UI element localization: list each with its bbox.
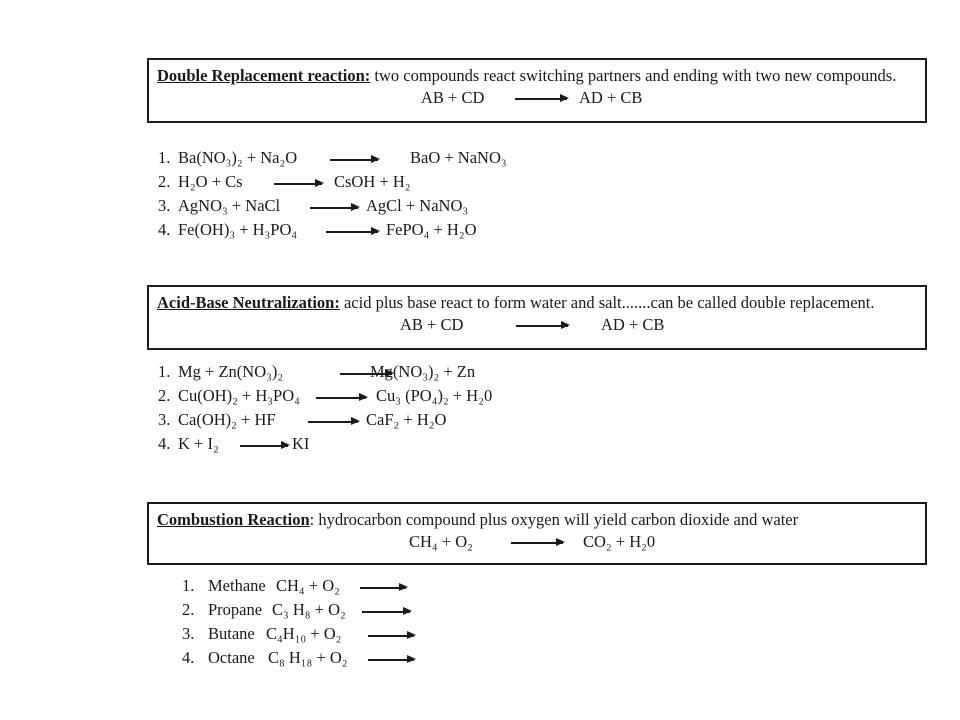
reaction-reactants: Mg + Zn(NO₃)₂ — [178, 362, 284, 381]
reaction-arrow — [308, 421, 358, 423]
combustion-term: Combustion Reaction — [157, 510, 310, 529]
reaction-arrow — [326, 231, 378, 233]
reaction-arrow — [310, 207, 358, 209]
reaction-number: 1. — [158, 362, 171, 381]
general-products: AD + CB — [579, 88, 643, 107]
hydrocarbon-name: Methane — [208, 576, 266, 595]
reaction-arrow — [330, 159, 378, 161]
hydrocarbon-name: Octane — [208, 648, 255, 667]
reaction-number: 1. — [158, 148, 171, 167]
reaction-number: 3. — [158, 410, 171, 429]
reaction-reactants: C₈ H₁₈ + O₂ — [268, 648, 348, 667]
reaction-products: KI — [292, 434, 310, 453]
reaction-arrow — [516, 325, 568, 327]
reaction-reactants: Fe(OH)₃ + H₃PO₄ — [178, 220, 298, 239]
reaction-reactants: AgNO₃ + NaCl — [178, 196, 281, 215]
reaction-products: BaO + NaNO₃ — [410, 148, 507, 167]
reaction-arrow — [511, 542, 563, 544]
reaction-number: 1. — [182, 576, 195, 595]
reaction-products: Mg(NO₃)₂ + Zn — [370, 362, 476, 381]
reaction-arrow — [360, 587, 406, 589]
hydrocarbon-name: Propane — [208, 600, 263, 619]
acid-base-general — [149, 315, 925, 337]
reaction-reactants: H₂O + Cs — [178, 172, 243, 191]
general-reactants: AB + CD — [400, 315, 464, 334]
reaction-number: 3. — [182, 624, 195, 643]
combustion-box — [147, 502, 927, 565]
acid-base-box — [147, 285, 927, 350]
reaction-number: 2. — [182, 600, 195, 619]
reaction-products: CsOH + H₂ — [334, 172, 411, 191]
reaction-number: 4. — [158, 220, 171, 239]
reaction-number: 2. — [158, 386, 171, 405]
double-replacement-box — [147, 58, 927, 123]
double-replacement-description: two compounds react switching partners and ending with two new compounds. — [370, 66, 897, 85]
reaction-arrow — [362, 611, 410, 613]
combustion-general — [149, 532, 925, 554]
acid-base-description: acid plus base react to form water and salt.......can be called double replacement. — [339, 293, 875, 312]
reaction-products: AgCl + NaNO₃ — [366, 196, 469, 215]
combustion-definition — [157, 510, 798, 530]
general-reactants: AB + CD — [421, 88, 485, 107]
reaction-reactants: Ba(NO₃)₂ + Na₂O — [178, 148, 298, 167]
general-products: AD + CB — [601, 315, 665, 334]
reaction-arrow — [274, 183, 322, 185]
reaction-arrow — [240, 445, 288, 447]
reaction-products: Cu₃ (PO₄)₂ + H₂0 — [376, 386, 493, 405]
double-replacement-definition — [157, 66, 896, 86]
reaction-arrow — [368, 635, 414, 637]
reaction-number: 2. — [158, 172, 171, 191]
double-replacement-general — [149, 88, 925, 110]
general-products: CO₂ + H₂0 — [583, 532, 656, 551]
reaction-products: CaF₂ + H₂O — [366, 410, 447, 429]
hydrocarbon-name: Butane — [208, 624, 255, 643]
reaction-number: 3. — [158, 196, 171, 215]
reaction-arrow — [316, 397, 366, 399]
reaction-reactants: C₃ H₈ + O₂ — [272, 600, 346, 619]
reaction-reactants: C₄H₁₀ + O₂ — [266, 624, 342, 643]
reaction-reactants: Cu(OH)₂ + H₃PO₄ — [178, 386, 300, 405]
acid-base-term: Acid-Base Neutralization: — [157, 293, 340, 312]
acid-base-definition — [157, 293, 875, 313]
reaction-reactants: CH₄ + O₂ — [276, 576, 340, 595]
reaction-number: 4. — [182, 648, 195, 667]
reaction-reactants: Ca(OH)₂ + HF — [178, 410, 276, 429]
reaction-number: 4. — [158, 434, 171, 453]
combustion-description: : hydrocarbon compound plus oxygen will yield carbon dioxide and water — [309, 510, 799, 529]
reaction-products: FePO₄ + H₂O — [386, 220, 477, 239]
reaction-arrow — [368, 659, 414, 661]
double-replacement-term: Double Replacement reaction: — [157, 66, 371, 85]
general-reactants: CH₄ + O₂ — [409, 532, 473, 551]
reaction-arrow — [515, 98, 567, 100]
reaction-reactants: K + I₂ — [178, 434, 219, 453]
